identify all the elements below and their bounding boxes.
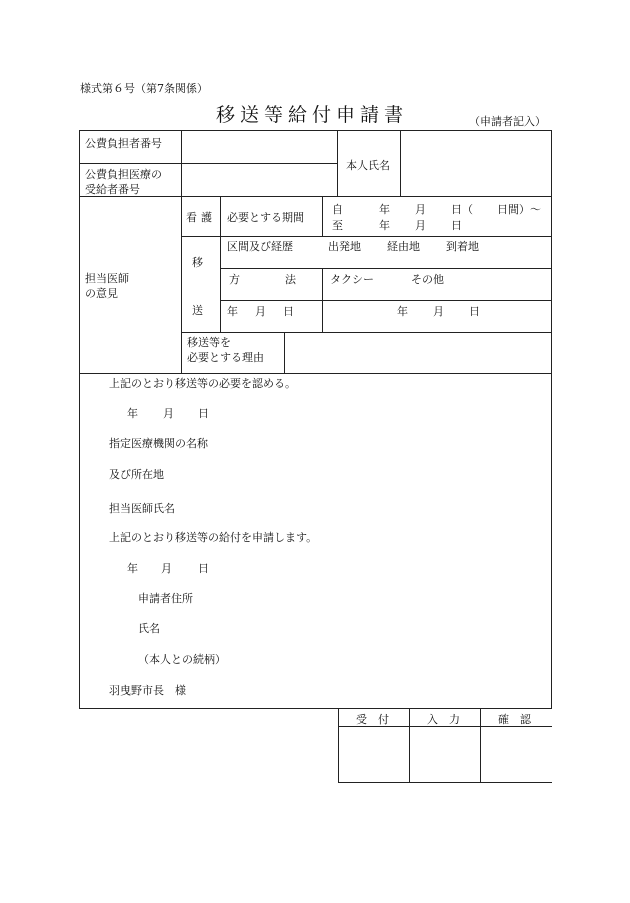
reason-label-1: 移送等を (187, 336, 231, 349)
doctor-name-label: 担当医師氏名 (109, 502, 175, 515)
period-from: 自 (332, 203, 343, 216)
institution-address-label: 及び所在地 (109, 468, 164, 481)
period-to-day: 日 (451, 219, 462, 232)
route-label: 区間及び経歴 (227, 240, 293, 253)
period-to: 至 (332, 219, 343, 232)
doctor-opinion-label-2: の意見 (85, 287, 118, 300)
apply-statement: 上記のとおり移送等の給付を申請します。 (109, 531, 318, 544)
certify-date-month: 月 (163, 407, 174, 420)
doctor-certify-statement: 上記のとおり移送等の必要を認める。 (109, 377, 296, 390)
arrival-label: 到着地 (446, 240, 479, 253)
via-label: 経由地 (387, 240, 420, 253)
needed-period-label: 必要とする期間 (227, 211, 304, 224)
departure-label: 出発地 (328, 240, 361, 253)
applicant-note: （申請者記入） (469, 115, 546, 128)
transport-date-day: 日 (283, 305, 294, 318)
period-from-year: 年 (379, 203, 390, 216)
apply-date-year: 年 (127, 562, 138, 575)
relationship-label: （本人との続柄） (138, 653, 226, 666)
addressee: 羽曳野市長 様 (109, 684, 186, 697)
period-to-month: 月 (415, 219, 426, 232)
other-option: その他 (411, 273, 444, 286)
input-header: 入 力 (427, 713, 460, 726)
method-char-1: 方 (229, 273, 240, 286)
apply-date-month: 月 (161, 562, 172, 575)
transport-date2-day: 日 (469, 305, 480, 318)
received-stamp-cell (340, 728, 408, 781)
recipient-number-label-2: 受給者番号 (85, 183, 140, 196)
period-days-count: 日間）～ (497, 203, 541, 216)
transport-char-2: 送 (192, 304, 203, 317)
apply-date-day: 日 (198, 562, 209, 575)
nursing-char-2: 護 (201, 211, 212, 224)
public-payer-number-field[interactable] (183, 132, 335, 162)
certify-date-year: 年 (127, 407, 138, 420)
certify-date-day: 日 (198, 407, 209, 420)
method-char-2: 法 (285, 273, 296, 286)
public-payer-number-label: 公費負担者番号 (85, 137, 162, 150)
period-to-year: 年 (379, 219, 390, 232)
taxi-option: タクシー (330, 273, 374, 286)
reason-label-2: 必要とする理由 (187, 351, 264, 364)
input-stamp-cell (411, 728, 479, 781)
received-header: 受 付 (356, 713, 389, 726)
institution-name-label: 指定医療機関の名称 (109, 437, 208, 450)
person-name-field[interactable] (402, 132, 550, 195)
page-title: 移送等給付申請書 (216, 104, 409, 126)
person-name-label: 本人氏名 (346, 159, 390, 172)
reason-field[interactable] (286, 334, 550, 372)
confirm-header: 確 認 (498, 713, 531, 726)
transport-char-1: 移 (192, 256, 203, 269)
period-from-month: 月 (415, 203, 426, 216)
transport-date-month: 月 (255, 305, 266, 318)
transport-date-year: 年 (227, 305, 238, 318)
form-number: 様式第６号（第7条関係） (80, 82, 208, 95)
period-from-day: 日（ (451, 203, 473, 216)
applicant-name-label: 氏名 (138, 622, 160, 635)
applicant-address-label: 申請者住所 (138, 592, 193, 605)
transport-date2-year: 年 (397, 305, 408, 318)
recipient-number-label-1: 公費負担医療の (85, 168, 162, 181)
nursing-char-1: 看 (186, 211, 197, 224)
transport-date2-month: 月 (433, 305, 444, 318)
recipient-number-field[interactable] (183, 165, 335, 195)
doctor-opinion-label-1: 担当医師 (85, 272, 129, 285)
confirm-stamp-cell (482, 728, 550, 781)
